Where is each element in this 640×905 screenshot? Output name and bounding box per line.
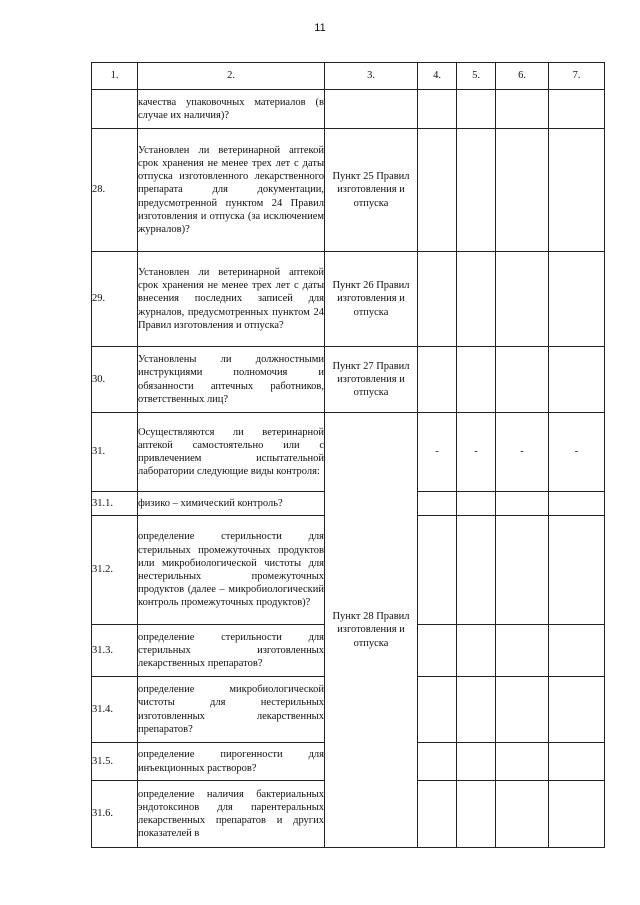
cell-col-6 — [496, 90, 549, 129]
cell-col-5 — [457, 743, 496, 781]
group-reference: Пункт 28 Правил изготовления и отпуска — [325, 413, 418, 848]
row-number: 31.4. — [92, 677, 138, 743]
cell-col-4 — [418, 252, 457, 347]
cell-col-7 — [549, 781, 605, 848]
row-question: Установлены ли должностными инструкциями полномочия и обязанности аптечных работников, ответственных лиц? — [138, 347, 325, 413]
row-question: определение пирогенности для инъекционных растворов? — [138, 743, 325, 781]
cell-col-7 — [549, 492, 605, 516]
row-question: Установлен ли ветеринарной аптекой срок хранения не менее трех лет с даты отпуска изготовленного лекарственного препарата для документации, предусмотренной пунктом 24 Правил изготовления и отпуска (за исключением журналов)? — [138, 129, 325, 252]
row-reference: Пункт 26 Правил изготовления и отпуска — [325, 252, 418, 347]
header-col-5: 5. — [457, 63, 496, 90]
cell-col-5 — [457, 677, 496, 743]
dash-cell: - — [549, 413, 605, 492]
dash-cell: - — [418, 413, 457, 492]
row-number: 31.1. — [92, 492, 138, 516]
cell-col-7 — [549, 90, 605, 129]
checklist-table — [91, 62, 605, 848]
cell-col-4 — [418, 781, 457, 848]
table-row — [92, 413, 605, 492]
header-col-2: 2. — [138, 63, 325, 90]
row-number: 29. — [92, 252, 138, 347]
row-question: физико – химический контроль? — [138, 492, 325, 516]
row-question: качества упаковочных материалов (в случае их наличия)? — [138, 90, 325, 129]
cell-col-5 — [457, 252, 496, 347]
cell-col-5 — [457, 625, 496, 677]
cell-col-4 — [418, 492, 457, 516]
cell-col-6 — [496, 492, 549, 516]
cell-col-4 — [418, 625, 457, 677]
row-number: 31. — [92, 413, 138, 492]
header-col-7: 7. — [549, 63, 605, 90]
row-number: 31.2. — [92, 516, 138, 625]
cell-col-5 — [457, 90, 496, 129]
row-number — [92, 90, 138, 129]
cell-col-6 — [496, 252, 549, 347]
row-number: 31.3. — [92, 625, 138, 677]
cell-col-4 — [418, 677, 457, 743]
cell-col-4 — [418, 90, 457, 129]
row-question: определение стерильности для стерильных промежуточных продуктов или микробиологической чистоты для нестерильных промежуточных продуктов (далее – микробиологический контроль промежуточных продуктов)? — [138, 516, 325, 625]
cell-col-6 — [496, 743, 549, 781]
cell-col-7 — [549, 252, 605, 347]
cell-col-7 — [549, 516, 605, 625]
row-reference — [325, 90, 418, 129]
page-number: 11 — [314, 22, 326, 34]
cell-col-4 — [418, 129, 457, 252]
row-question: Осуществляются ли ветеринарной аптекой самостоятельно или с привлечением испытательной лаборатории следующие виды контроля: — [138, 413, 325, 492]
row-number: 31.5. — [92, 743, 138, 781]
cell-col-4 — [418, 743, 457, 781]
row-question: Установлен ли ветеринарной аптекой срок хранения не менее трех лет с даты внесения последних записей для журналов, предусмотренных пунктом 24 Правил изготовления и отпуска? — [138, 252, 325, 347]
row-question: определение стерильности для стерильных изготовленных лекарственных препаратов? — [138, 625, 325, 677]
cell-col-7 — [549, 743, 605, 781]
dash-cell: - — [457, 413, 496, 492]
cell-col-7 — [549, 677, 605, 743]
cell-col-5 — [457, 129, 496, 252]
cell-col-5 — [457, 781, 496, 848]
table-row — [92, 129, 605, 252]
table-row — [92, 90, 605, 129]
header-col-1: 1. — [92, 63, 138, 90]
row-number: 31.6. — [92, 781, 138, 848]
cell-col-7 — [549, 129, 605, 252]
row-number: 30. — [92, 347, 138, 413]
header-col-6: 6. — [496, 63, 549, 90]
row-question: определение микробиологической чистоты для нестерильных изготовленных лекарственных препаратов? — [138, 677, 325, 743]
header-col-3: 3. — [325, 63, 418, 90]
cell-col-5 — [457, 516, 496, 625]
cell-col-6 — [496, 516, 549, 625]
cell-col-6 — [496, 347, 549, 413]
row-reference: Пункт 27 Правил изготовления и отпуска — [325, 347, 418, 413]
cell-col-5 — [457, 492, 496, 516]
header-row — [92, 63, 605, 90]
cell-col-4 — [418, 516, 457, 625]
row-reference: Пункт 25 Правил изготовления и отпуска — [325, 129, 418, 252]
cell-col-7 — [549, 347, 605, 413]
row-number: 28. — [92, 129, 138, 252]
table-row — [92, 347, 605, 413]
cell-col-5 — [457, 347, 496, 413]
cell-col-4 — [418, 347, 457, 413]
header-col-4: 4. — [418, 63, 457, 90]
cell-col-6 — [496, 625, 549, 677]
row-question: определение наличия бактериальных эндотоксинов для парентеральных лекарственных препаратов и других показателей в — [138, 781, 325, 848]
cell-col-6 — [496, 781, 549, 848]
table-row — [92, 252, 605, 347]
cell-col-7 — [549, 625, 605, 677]
cell-col-6 — [496, 677, 549, 743]
cell-col-6 — [496, 129, 549, 252]
dash-cell: - — [496, 413, 549, 492]
